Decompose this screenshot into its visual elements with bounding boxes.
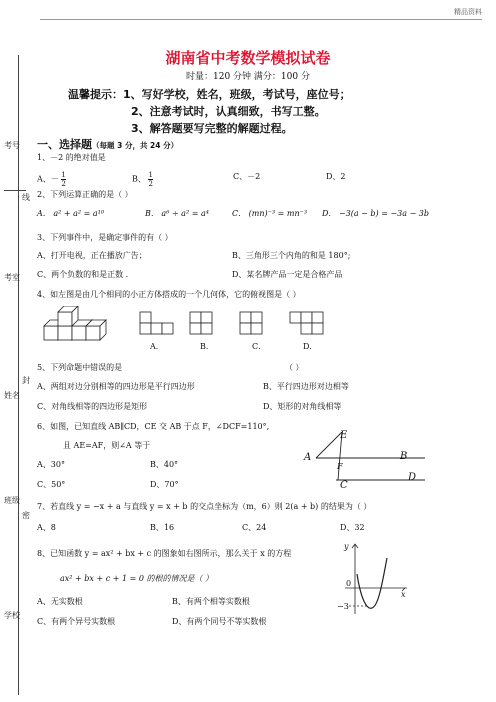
side-school: 学校 <box>4 611 20 620</box>
q2-option-c: C． (mn)⁻³ = mn⁻³ <box>232 209 308 218</box>
section-heading <box>37 136 178 152</box>
exam-no-blank <box>4 190 26 191</box>
q8-option-c: C、有两个异号实数根 <box>37 617 116 626</box>
q2-stem: 2、下列运算正确的是（ ） <box>37 190 133 199</box>
q8-label-x: x <box>401 590 406 599</box>
q3-option-a: A、打开电视，正在播放广告； <box>37 251 147 260</box>
line-ae <box>316 432 342 458</box>
q8-graph <box>335 538 415 618</box>
q6-stem-2: 且 AE=AF，则∠A 等于 <box>63 441 151 450</box>
q1-option-d: D、2 <box>326 172 346 181</box>
q4-option-a-figure <box>140 312 173 334</box>
q3-stem: 3、下列事件中，是确定事件的有（ ） <box>37 233 173 242</box>
q1-a-label: A、－ <box>37 174 59 184</box>
q4-option-b: B． <box>200 342 214 351</box>
tip-3: 3、解答题要写完整的解题过程。 <box>131 122 293 135</box>
q6-label-f: F <box>337 462 343 471</box>
q2-option-b: B． a⁶ ÷ a² = a⁴ <box>145 209 209 218</box>
section-title: 一、选择题 <box>37 138 92 151</box>
header-tag: 精品资料 <box>454 8 482 16</box>
q1-b-label: B、 <box>132 174 146 184</box>
q3-option-b: B、三角形三个内角的和是 180°; <box>232 251 351 260</box>
q4-option-d-figure <box>290 312 323 334</box>
q8-label-o: 0 <box>346 579 352 588</box>
q1-b-num: 1 <box>148 171 153 179</box>
exam-meta: 时量：120 分钟 满分：100 分 <box>186 72 310 82</box>
q6-label-c: C <box>340 480 348 490</box>
q2-option-a: A． a² + a² = a¹⁰ <box>37 209 105 218</box>
section-note: （每题 3 分，共 24 分） <box>92 141 179 150</box>
q1-option-c: C、－2 <box>233 172 261 181</box>
q6-label-a: A <box>304 452 312 463</box>
header-rule <box>40 19 482 20</box>
q5-option-a: A、两组对边分别相等的四边形是平行四边形 <box>37 382 195 391</box>
q7-option-a: A、8 <box>37 523 56 532</box>
q8-label-y: y <box>344 542 349 551</box>
q8-option-a: A、无实数根 <box>37 597 83 606</box>
q5-option-b: B、平行四边形对边相等 <box>263 382 349 391</box>
q6-label-d: D <box>408 472 417 483</box>
q5-option-c: C、对角线相等的四边形是矩形 <box>37 402 148 411</box>
q6-option-b: B、40° <box>150 460 179 469</box>
q8-label-m3: −3 <box>337 602 349 611</box>
q1-option-a <box>37 171 66 188</box>
q7-option-d: D、32 <box>340 523 365 532</box>
q1-stem: 1、－2 的绝对值是 <box>37 153 106 162</box>
side-xian: 线 <box>22 193 30 202</box>
q6-option-d: D、70° <box>150 480 179 489</box>
q4-option-c-figure <box>240 312 262 334</box>
q6-option-c: C、50° <box>37 480 66 489</box>
q7-option-c: C、24 <box>242 523 267 532</box>
q4-option-b-figure <box>190 312 212 334</box>
q6-label-e: E <box>340 430 348 441</box>
side-mi: 密 <box>22 511 30 520</box>
q6-diagram <box>300 428 430 490</box>
q1-a-num: 1 <box>61 171 66 179</box>
q7-stem: 7、若直线 y = −x + a 与直线 y = x + b 的交点坐标为（m，6）则 2(a + b) 的结果为（ ） <box>37 502 372 511</box>
q8-stem: 8、已知函数 y = ax² + bx + c 的图象如右图所示，那么关于 x 的方程 <box>37 549 292 558</box>
q8-stem-2: ax² + bx + c + 1 = 0 的根的情况是（ ） <box>60 574 214 583</box>
q1-b-den: 2 <box>148 180 153 188</box>
q2-option-d: D． −3(a − b) = −3a − 3b <box>322 209 430 218</box>
q4-option-d: D． <box>303 342 318 351</box>
side-class: 班级 <box>4 496 20 505</box>
tip-1: 温馨提示：1、写好学校，姓名，班级，考试号，座位号； <box>68 88 351 101</box>
side-feng: 封 <box>22 376 30 385</box>
q5-stem: 5、下列命题中错误的是 <box>37 363 123 372</box>
q6-label-b: B <box>400 451 408 462</box>
tip-2: 2、注意考试时，认真细致，书写工整。 <box>131 105 326 118</box>
q4-option-c: C． <box>252 342 267 351</box>
exam-title: 湖南省中考数学模拟试卷 <box>165 49 331 67</box>
q6-stem: 6、如图，已知直线 AB∥CD，CE 交 AB 于点 F，∠DCF=110°, <box>37 422 270 431</box>
q4-solid-figure <box>44 306 106 340</box>
q7-option-b: B、16 <box>150 523 175 532</box>
parabola <box>357 558 387 608</box>
q3-option-c: C、两个负数的和是正数 . <box>37 270 129 279</box>
q4-figures <box>40 306 340 348</box>
q4-option-a: A． <box>150 342 164 351</box>
side-exam-no: 考号 <box>4 141 20 150</box>
q3-option-d: D、某名牌产品一定是合格产品 <box>232 270 343 279</box>
q6-option-a: A、30° <box>37 460 65 469</box>
q1-a-den: 2 <box>61 180 66 188</box>
margin-line <box>18 55 19 695</box>
side-room: 考室 <box>4 273 20 282</box>
q8-option-d: D、有两个同号不等实数根 <box>172 617 267 626</box>
q1-option-b <box>132 171 153 188</box>
q5-option-d: D、矩形的对角线相等 <box>263 402 342 411</box>
q4-stem: 4、如左图是由几个相同的小正方体搭成的一个几何体，它的俯视图是（ ） <box>37 290 301 299</box>
q5-paren: （ ） <box>285 363 304 372</box>
q8-option-b: B、有两个相等实数根 <box>172 597 250 606</box>
side-name: 姓名 <box>4 391 20 400</box>
